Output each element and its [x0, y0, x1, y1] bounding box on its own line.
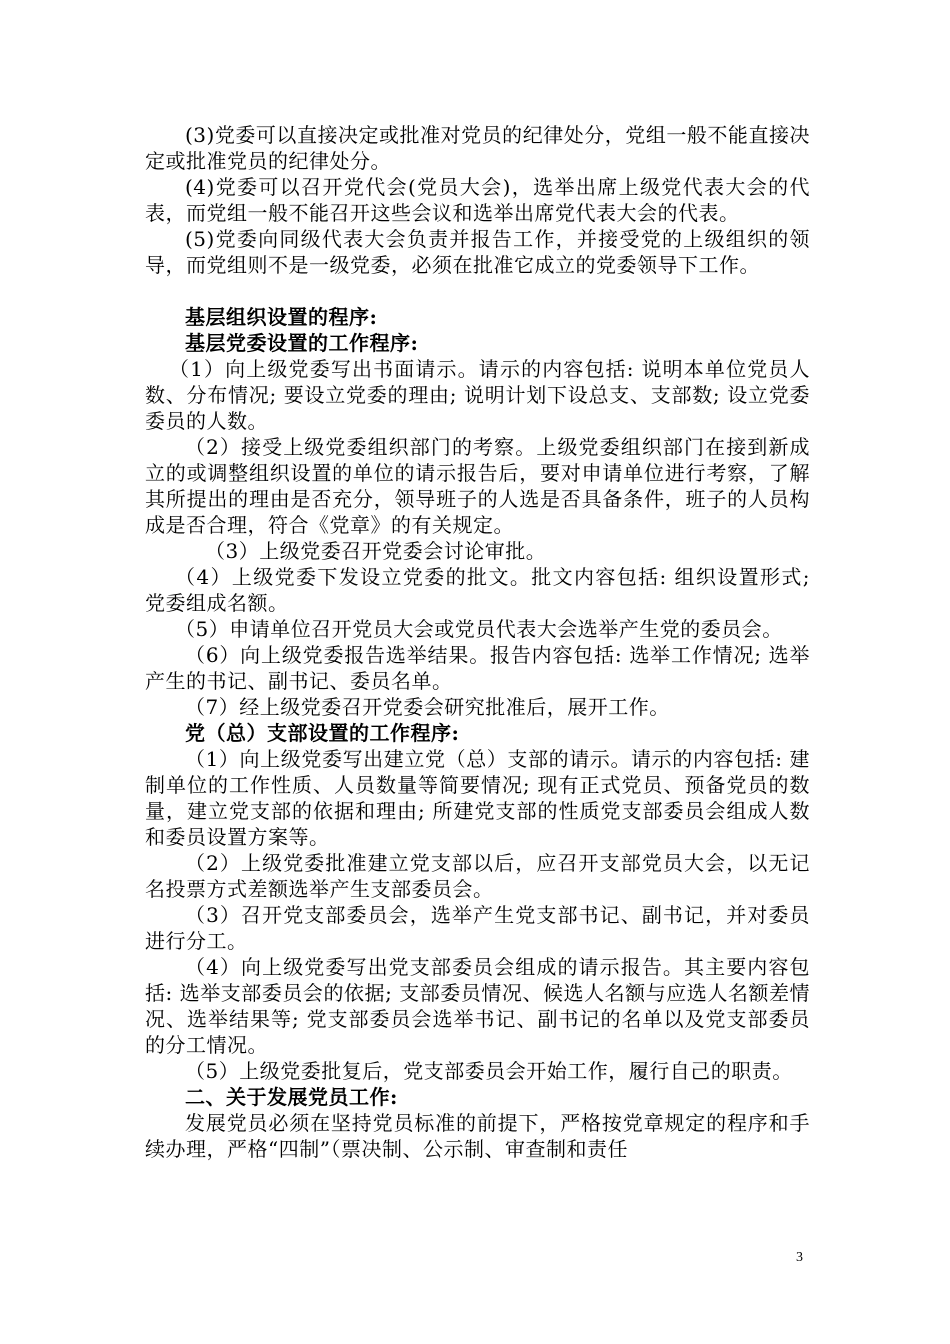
section-spacer	[145, 278, 810, 304]
paragraph-party-committee-5: (5)党委向同级代表大会负责并报告工作，并接受党的上级组织的领导，而党组则不是一级党委，必须在批准它成立的党委领导下工作。	[145, 227, 810, 277]
document-body	[145, 122, 810, 1162]
committee-step-5: （5）申请单位召开党员大会或党员代表大会选举产生党的委员会。	[175, 617, 783, 641]
section-heading-organization-procedure: 基层组织设置的程序:	[185, 305, 378, 329]
committee-step-7: （7）经上级党委召开党委会研究批准后，展开工作。	[185, 695, 670, 719]
member-development-paragraph: 发展党员必须在坚持党员标准的前提下，严格按党章规定的程序和手续办理，严格“四制”（票决制、公示制、审查制和责任	[145, 1111, 810, 1161]
branch-step-2: （2）上级党委批准建立党支部以后，应召开支部党员大会，以无记名投票方式差额选举产生支部委员会。	[145, 851, 810, 901]
section-heading-member-development: 二、关于发展党员工作:	[185, 1085, 398, 1109]
section-heading-branch-procedure: 党（总）支部设置的工作程序:	[185, 721, 460, 745]
committee-step-4: （4）上级党委下发设立党委的批文。批文内容包括: 组织设置形式; 党委组成名额。	[145, 565, 810, 615]
committee-step-1: （1）向上级党委写出书面请示。请示的内容包括: 说明本单位党员人数、分布情况; 要设立党委的理由; 说明计划下设总支、支部数; 设立党委委员的人数。	[145, 357, 810, 433]
branch-step-3: （3）召开党支部委员会，选举产生党支部书记、副书记，并对委员进行分工。	[145, 903, 810, 953]
branch-step-1: （1）向上级党委写出建立党（总）支部的请示。请示的内容包括: 建制单位的工作性质、人员数量等简要情况; 现有正式党员、预备党员的数量，建立党支部的依据和理由; 所建党支部的性质党支部委员会组成人数和委员设置方案等。	[145, 747, 810, 849]
branch-step-5: （5）上级党委批复后，党支部委员会开始工作，履行自己的职责。	[185, 1059, 793, 1083]
committee-step-2: （2）接受上级党委组织部门的考察。上级党委组织部门在接到新成立的或调整组织设置的单位的请示报告后，要对申请单位进行考察，了解其所提出的理由是否充分，领导班子的人选是否具备条件，班子的人员构成是否合理，符合《党章》的有关规定。	[145, 435, 810, 537]
section-subheading-committee-procedure: 基层党委设置的工作程序:	[185, 331, 419, 355]
paragraph-party-committee-3: (3)党委可以直接决定或批准对党员的纪律处分，党组一般不能直接决定或批准党员的纪律处分。	[145, 123, 810, 173]
page-number: 3	[796, 1250, 803, 1265]
paragraph-party-committee-4: (4)党委可以召开党代会(党员大会)，选举出席上级党代表大会的代表，而党组一般不能召开这些会议和选举出席党代表大会的代表。	[145, 175, 810, 225]
committee-step-3: （3）上级党委召开党委会讨论审批。	[205, 539, 547, 563]
committee-step-6: （6）向上级党委报告选举结果。报告内容包括: 选举工作情况; 选举产生的书记、副书记、委员名单。	[145, 643, 810, 693]
branch-step-4: （4）向上级党委写出党支部委员会组成的请示报告。其主要内容包括: 选举支部委员会的依据; 支部委员情况、候选人名额与应选人名额差情况、选举结果等; 党支部委员会选举书记、副书记的名单以及党支部委员的分工情况。	[145, 955, 810, 1057]
